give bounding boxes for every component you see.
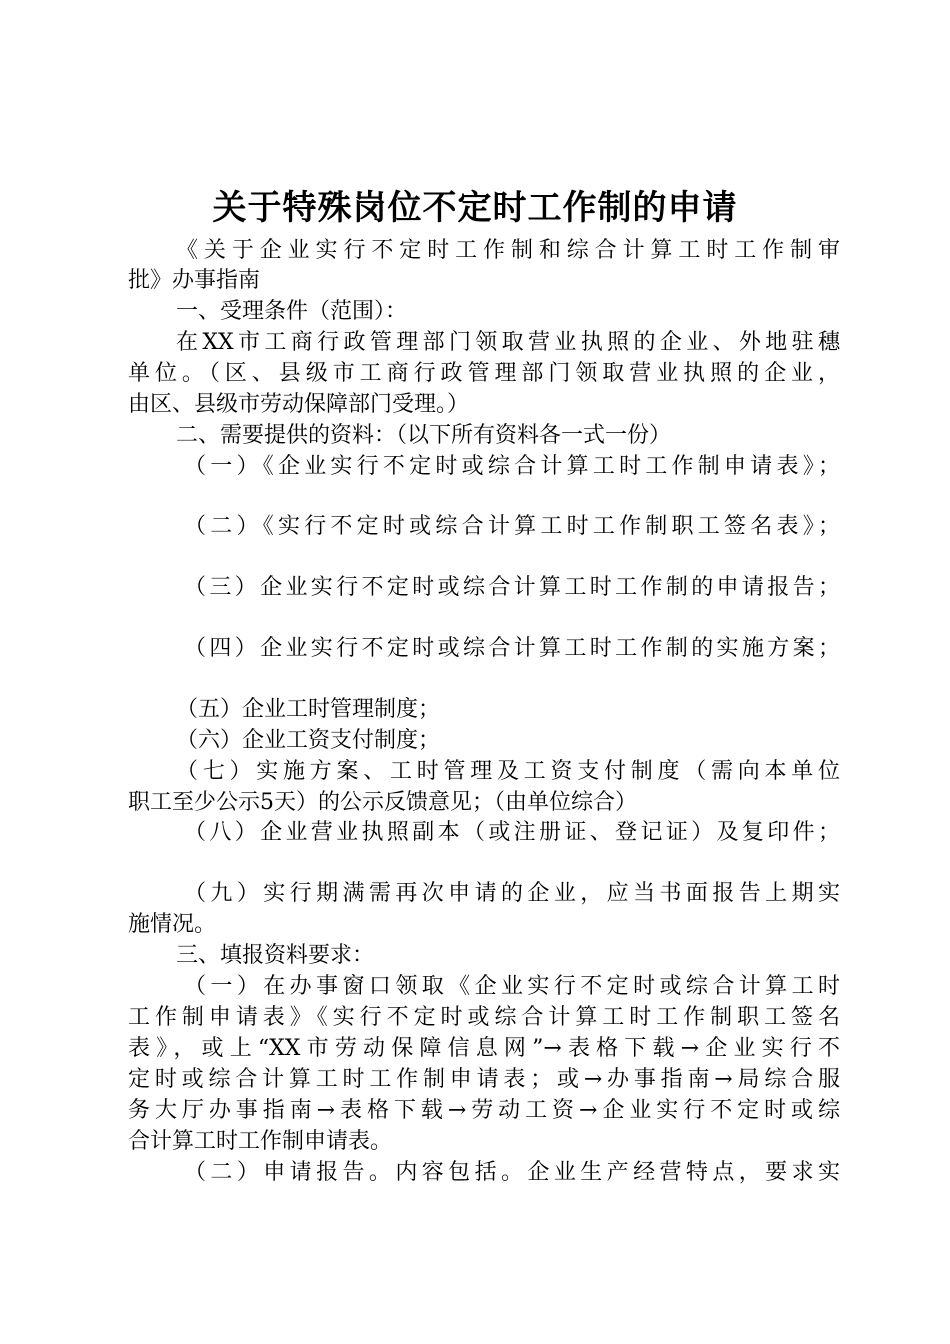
list-item: （一）在办事窗口领取《企业实行不定时或综合计算工时: [184, 974, 840, 999]
text-line: 务大厅办事指南→表格下载→劳动工资→企业实行不定时或综: [128, 1098, 840, 1123]
text-line: 工作制申请表》《实行不定时或综合计算工时工作制职工签名: [128, 1005, 840, 1030]
list-item: （八）企业营业执照副本（或注册证、登记证）及复印件；: [184, 820, 840, 845]
list-item: （六）企业工资支付制度；: [176, 728, 441, 753]
list-item: （九）实行期满需再次申请的企业，应当书面报告上期实: [184, 881, 840, 906]
section-heading: 二、需要提供的资料：（以下所有资料各一式一份）: [176, 423, 672, 448]
text-line: 批》办事指南: [128, 268, 261, 293]
list-item: （七）实施方案、工时管理及工资支付制度（需向本单位: [176, 759, 840, 784]
list-item: （二）申请报告。内容包括。企业生产经营特点，要求实: [184, 1160, 840, 1185]
text-line: 合计算工时工作制申请表。: [128, 1129, 393, 1154]
text-line: 单位。（区、县级市工商行政管理部门领取营业执照的企业，: [128, 361, 840, 386]
text-line: 施情况。: [128, 912, 217, 937]
section-heading: 一、受理条件（范围）：: [176, 299, 408, 324]
list-item: （一）《企业实行不定时或综合计算工时工作制申请表》；: [184, 454, 840, 479]
text-line: 职工至少公示5天）的公示反馈意见；（由单位综合）: [128, 790, 637, 815]
text-line: 表》，或上“XX市劳动保障信息网”→表格下载→企业实行不: [128, 1036, 840, 1061]
document-title: 关于特殊岗位不定时工作制的申请: [212, 188, 738, 228]
list-item: （二）《实行不定时或综合计算工时工作制职工签名表》；: [184, 514, 840, 539]
list-item: （四）企业实行不定时或综合计算工时工作制的实施方案；: [184, 636, 840, 661]
section-heading: 三、填报资料要求：: [176, 943, 375, 968]
list-item: （三）企业实行不定时或综合计算工时工作制的申请报告；: [184, 575, 840, 600]
text-line-guide-title: 《关于企业实行不定时工作制和综合计算工时工作制审: [176, 238, 840, 263]
text-line: 定时或综合计算工时工作制申请表；或→办事指南→局综合服: [128, 1067, 840, 1092]
text-line: 在XX市工商行政管理部门领取营业执照的企业、外地驻穗: [176, 330, 840, 355]
list-item: （五）企业工时管理制度；: [176, 697, 441, 722]
text-line: 由区、县级市劳动保障部门受理。）: [128, 392, 470, 417]
